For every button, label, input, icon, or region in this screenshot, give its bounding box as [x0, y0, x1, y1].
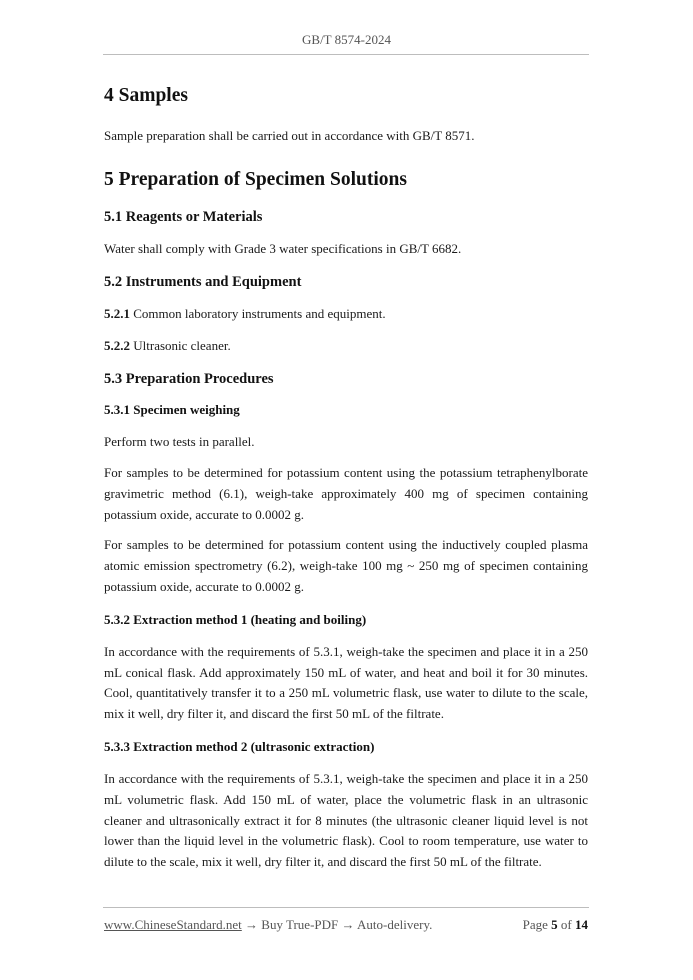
promo-text: → Buy True-PDF → Auto-delivery. [241, 917, 433, 932]
header-divider [103, 54, 589, 55]
page-header [0, 32, 693, 48]
section-5-3-2-p1: In accordance with the requirements of 5.3.1, weigh-take the specimen and place it in a 250 mL conical flask. Add approximately 150 mL of water, and heat and boil it for 30 minutes. Cool, quantitatively transfer it to a 250 mL volumetric flask, use water to dilute to the scale, mix it well, dry filter it, and discard the first 50 mL of the filtrate. [104, 643, 588, 722]
page-content [104, 83, 588, 873]
page-total: 14 [575, 917, 588, 932]
of-word: of [557, 917, 575, 932]
item-text: Ultrasonic cleaner. [130, 338, 231, 354]
page-indicator [523, 917, 588, 933]
section-4-text: Sample preparation shall be carried out in accordance with GB/T 8571. [104, 128, 475, 143]
section-4-heading: 4 Samples [104, 85, 188, 106]
page-footer [104, 917, 588, 933]
section-5-2-heading: 5.2 Instruments and Equipment [104, 273, 302, 290]
section-5-3-2-heading: 5.3.2 Extraction method 1 (heating and boiling) [104, 611, 367, 627]
footer-divider [103, 907, 589, 908]
section-5-3-heading: 5.3 Preparation Procedures [104, 371, 274, 388]
page-word: Page [522, 917, 552, 932]
page-number: 5 [551, 917, 558, 932]
item-5-2-1 [104, 304, 588, 325]
section-5-3-1-p3: For samples to be determined for potassium content using the inductively coupled plasma atomic emission spectrometry (6.2), weigh-take 100 mg ~ 250 mg of specimen containing potassium oxide, accurate to 0.0002 g. [104, 537, 588, 594]
section-5-3-3-p1: In accordance with the requirements of 5.3.1, weigh-take the specimen and place it in a 250 mL volumetric flask. Add 150 mL of water, place the volumetric flask in an ultrasonic cleaner and ultrasonically extract it for 8 minutes (the ultrasonic cleaner liquid level is not lower than the liquid level in the volumetric flask). Cool to room temperature, use water to dilute to the scale, mix it well, dry filter it, and discard the first 50 mL of the filtrate. [104, 770, 588, 870]
section-5-3-1-heading: 5.3.1 Specimen weighing [104, 402, 240, 418]
document-code: GB/T 8574-2024 [302, 32, 391, 47]
item-number: 5.2.1 [104, 305, 130, 321]
section-5-3-1-p2: For samples to be determined for potassium content using the potassium tetraphenylborate gravimetric method (6.1), weigh-take approximately 400 mg of specimen containing potassium oxide, accurate to 0.0002 g. [104, 464, 588, 522]
section-5-1-heading: 5.1 Reagents or Materials [104, 208, 263, 225]
section-5-heading: 5 Preparation of Specimen Solutions [104, 168, 407, 190]
item-5-2-2 [104, 336, 588, 357]
section-5-3-3-heading: 5.3.3 Extraction method 2 (ultrasonic extraction) [104, 738, 375, 754]
item-text: Common laboratory instruments and equipment. [130, 305, 386, 321]
website-link[interactable]: www.ChineseStandard.net [104, 917, 242, 932]
section-5-1-text: Water shall comply with Grade 3 water specifications in GB/T 6682. [104, 240, 462, 256]
item-number: 5.2.2 [104, 338, 130, 354]
section-5-3-1-p1: Perform two tests in parallel. [104, 434, 255, 450]
